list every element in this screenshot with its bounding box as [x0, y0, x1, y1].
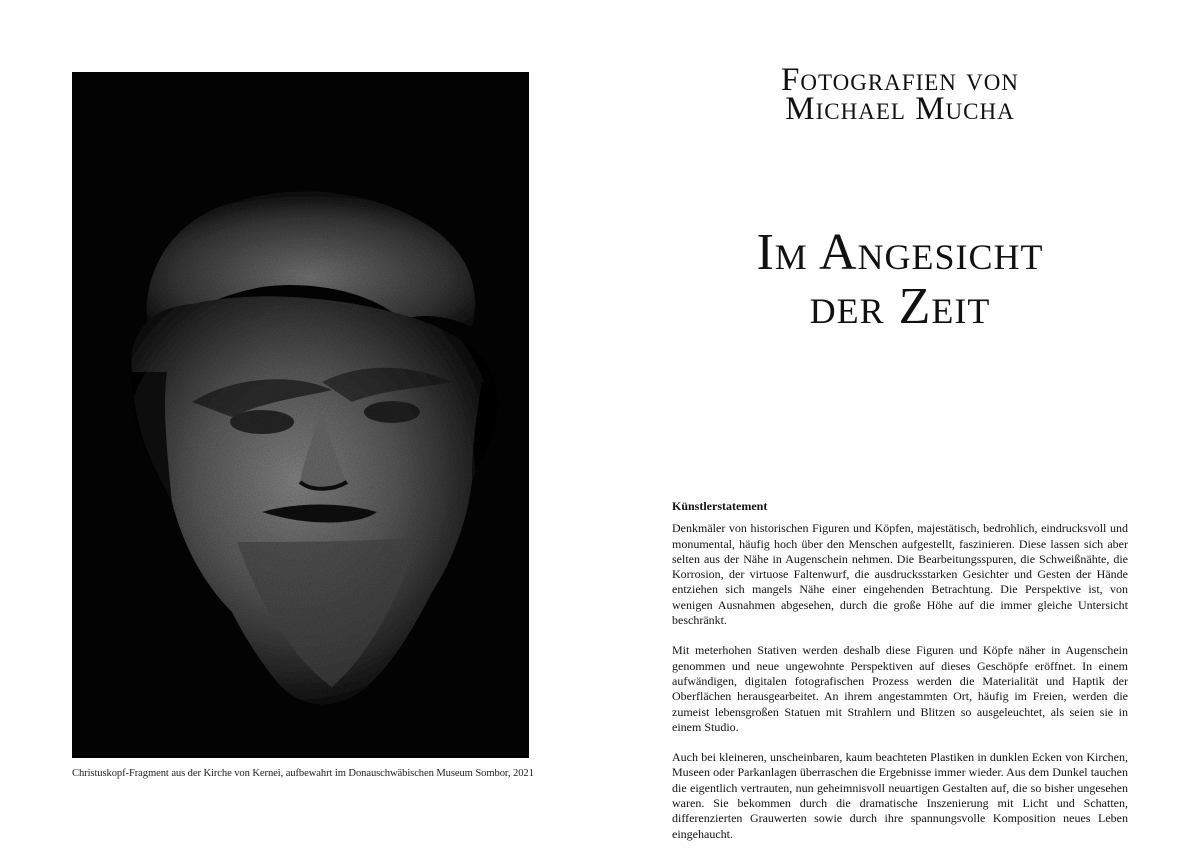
statement-paragraph: Auch bei kleineren, unscheinbaren, kaum beachteten Plastiken in dunklen Ecken von Kirchen, Museen oder Parkanlagen überraschen die Ergebnisse immer wieder. Aus dem Dunkel tauchen die eigentlich vertrauten, nun geheimnisvoll neuartigen Gestalten auf, die so bisher ungesehen waren. Sie bekommen durch die dramatische Inszenierung mit Licht und Schatten, differenzierten Grauwerten sowie durch ihre spannungsvolle Komposition neues Leben eingehaucht. — [672, 750, 1128, 841]
photo-caption: Christuskopf-Fragment aus der Kirche von Kernei, aufbewahrt im Donauschwäbischen Museum Sombor, 2021 — [72, 768, 534, 779]
statement-heading: Künstlerstatement — [672, 499, 768, 513]
subtitle-line-2: Michael Mucha — [785, 91, 1015, 127]
subtitle-line-1: Fotografien von — [781, 62, 1019, 98]
stone-head-icon — [72, 72, 529, 758]
page-title — [680, 226, 1120, 334]
photographer-subtitle — [680, 62, 1120, 127]
statement-paragraph: Denkmäler von historischen Figuren und Köpfen, majestätisch, bedrohlich, eindrucksvoll und monumental, häufig hoch über den Menschen aufgestellt, faszinieren. Diese lassen sich aber selten aus der Nähe in Augenschein nehmen. Die Bearbeitungsspuren, die Schweißnähte, die Korrosion, der virtuose Faltenwurf, die ausdrucksstarken Gesichter und Gesten der Hände entziehen sich mangels Nähe einer eingehenden Betrachtung. Die Perspektive ist, von wenigen Ausnahmen abgesehen, durch die große Höhe auf die immer gleiche Untersicht beschränkt. — [672, 521, 1128, 628]
statement-paragraph: Mit meterhohen Stativen werden deshalb diese Figuren und Köpfe näher in Augenschein genommen und neue ungewohnte Perspektiven auf dieses Geschöpfe eröffnet. In einem aufwändigen, digitalen fotografischen Prozess werden die Materialität und Haptik der Oberflächen herausgearbeitet. An ihrem angestammten Ort, häufig im Freien, werden die zumeist lebensgroßen Statuen mit Strahlern und Blitzen so ausgeleuchtet, als seien sie in einem Studio. — [672, 643, 1128, 734]
artist-statement — [672, 499, 1128, 857]
photo-christ-head — [72, 72, 529, 758]
title-line-1: Im Angesicht — [756, 224, 1044, 281]
title-line-2: der Zeit — [809, 278, 991, 335]
